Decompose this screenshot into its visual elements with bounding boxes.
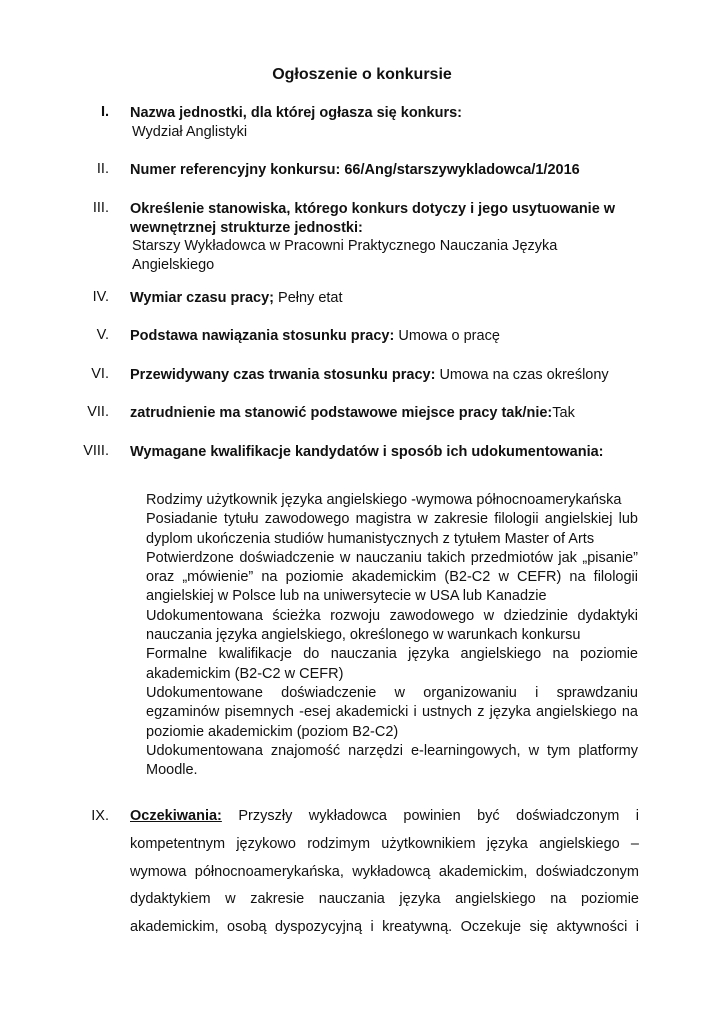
section-heading-line: wewnętrznej strukturze jednostki: bbox=[130, 219, 363, 236]
section-number: II. bbox=[96, 161, 109, 177]
section-heading: Numer referencyjny konkursu: 66/Ang/starszywykladowca/1/2016 bbox=[130, 162, 580, 178]
section-number: III. bbox=[92, 200, 109, 216]
section-heading-line: Określenie stanowiska, którego konkurs dotyczy i jego usytuowanie w bbox=[130, 201, 616, 217]
section-number: V. bbox=[96, 327, 109, 343]
section-heading: Wymagane kwalifikacje kandydatów i sposób ich udokumentowania: bbox=[130, 444, 604, 460]
qualifications-list bbox=[146, 491, 638, 780]
qualification-item: Udokumentowana ścieżka rozwoju zawodowego w dziedzinie dydaktyki nauczania języka angielskiego, określonego w warunkach konkursu bbox=[146, 607, 638, 644]
section-heading: Nazwa jednostki, dla której ogłasza się konkurs: bbox=[130, 105, 462, 121]
expectations-line: Przyszły wykładowca powinien być doświadczonym i bbox=[221, 808, 639, 824]
expectations-line: akademickim, osobą dyspozycyjną i kreatywną. Oczekuje się aktywności i bbox=[130, 919, 639, 936]
section-number: VIII. bbox=[83, 443, 109, 459]
expectations-paragraph bbox=[130, 804, 639, 943]
section-number: VII. bbox=[87, 404, 109, 420]
section-number: IV. bbox=[92, 289, 109, 305]
document-title: Ogłoszenie o konkursie bbox=[272, 66, 452, 83]
section-value: Umowa o pracę bbox=[394, 328, 500, 344]
qualification-item: Udokumentowane doświadczenie w organizowaniu i sprawdzaniu egzaminów pisemnych -esej akademicki i ustnych z języka angielskiego na poziomie akademickim (poziom B2-C2) bbox=[146, 684, 638, 740]
section-value: Umowa na czas określony bbox=[435, 367, 609, 383]
section-heading: Podstawa nawiązania stosunku pracy: bbox=[130, 328, 395, 344]
expectations-line: dydaktykiem w zakresie nauczania języka angielskiego na poziomie bbox=[130, 891, 639, 908]
section-heading: Przewidywany czas trwania stosunku pracy: bbox=[130, 367, 436, 383]
section-value: Tak bbox=[552, 405, 575, 421]
section-heading: zatrudnienie ma stanowić podstawowe miejsce pracy tak/nie: bbox=[130, 405, 553, 421]
section-number: IX. bbox=[91, 808, 109, 824]
qualification-item: Udokumentowana znajomość narzędzi e-learningowych, w tym platformy Moodle. bbox=[146, 742, 638, 779]
section-value-line: Angielskiego bbox=[132, 256, 215, 273]
expectations-line: kompetentnym językowo rodzimym użytkownikiem języka angielskiego – bbox=[130, 835, 639, 852]
section-number: I. bbox=[100, 104, 109, 120]
section-heading: Wymiar czasu pracy; bbox=[130, 290, 274, 306]
section-value: Wydział Anglistyki bbox=[132, 123, 248, 140]
section-value: Pełny etat bbox=[274, 290, 343, 306]
section-number: VI. bbox=[91, 366, 109, 382]
qualification-item: Potwierdzone doświadczenie w nauczaniu takich przedmiotów jak „pisanie” oraz „mówienie” na poziomie akademickim (B2-C2 w CEFR) na filologii angielskiej w Polsce lub na uniwersytecie w USA lub Kanadzie bbox=[146, 549, 638, 605]
qualification-item: Rodzimy użytkownik języka angielskiego -wymowa północnoamerykańska bbox=[146, 492, 622, 508]
qualification-item: Posiadanie tytułu zawodowego magistra w zakresie filologii angielskiej lub dyplom ukończenia studiów humanistycznych z tytułem Master of Arts bbox=[146, 511, 638, 547]
expectations-heading: Oczekiwania: bbox=[130, 808, 222, 824]
section-value-line: Starszy Wykładowca w Pracowni Praktycznego Nauczania Języka bbox=[132, 238, 558, 254]
expectations-line: wymowa północnoamerykańska, wykładowcą akademickim, doświadczonym bbox=[130, 863, 639, 880]
qualification-item: Formalne kwalifikacje do nauczania języka angielskiego na poziomie akademickim (B2-C2 w CEFR) bbox=[146, 646, 638, 682]
